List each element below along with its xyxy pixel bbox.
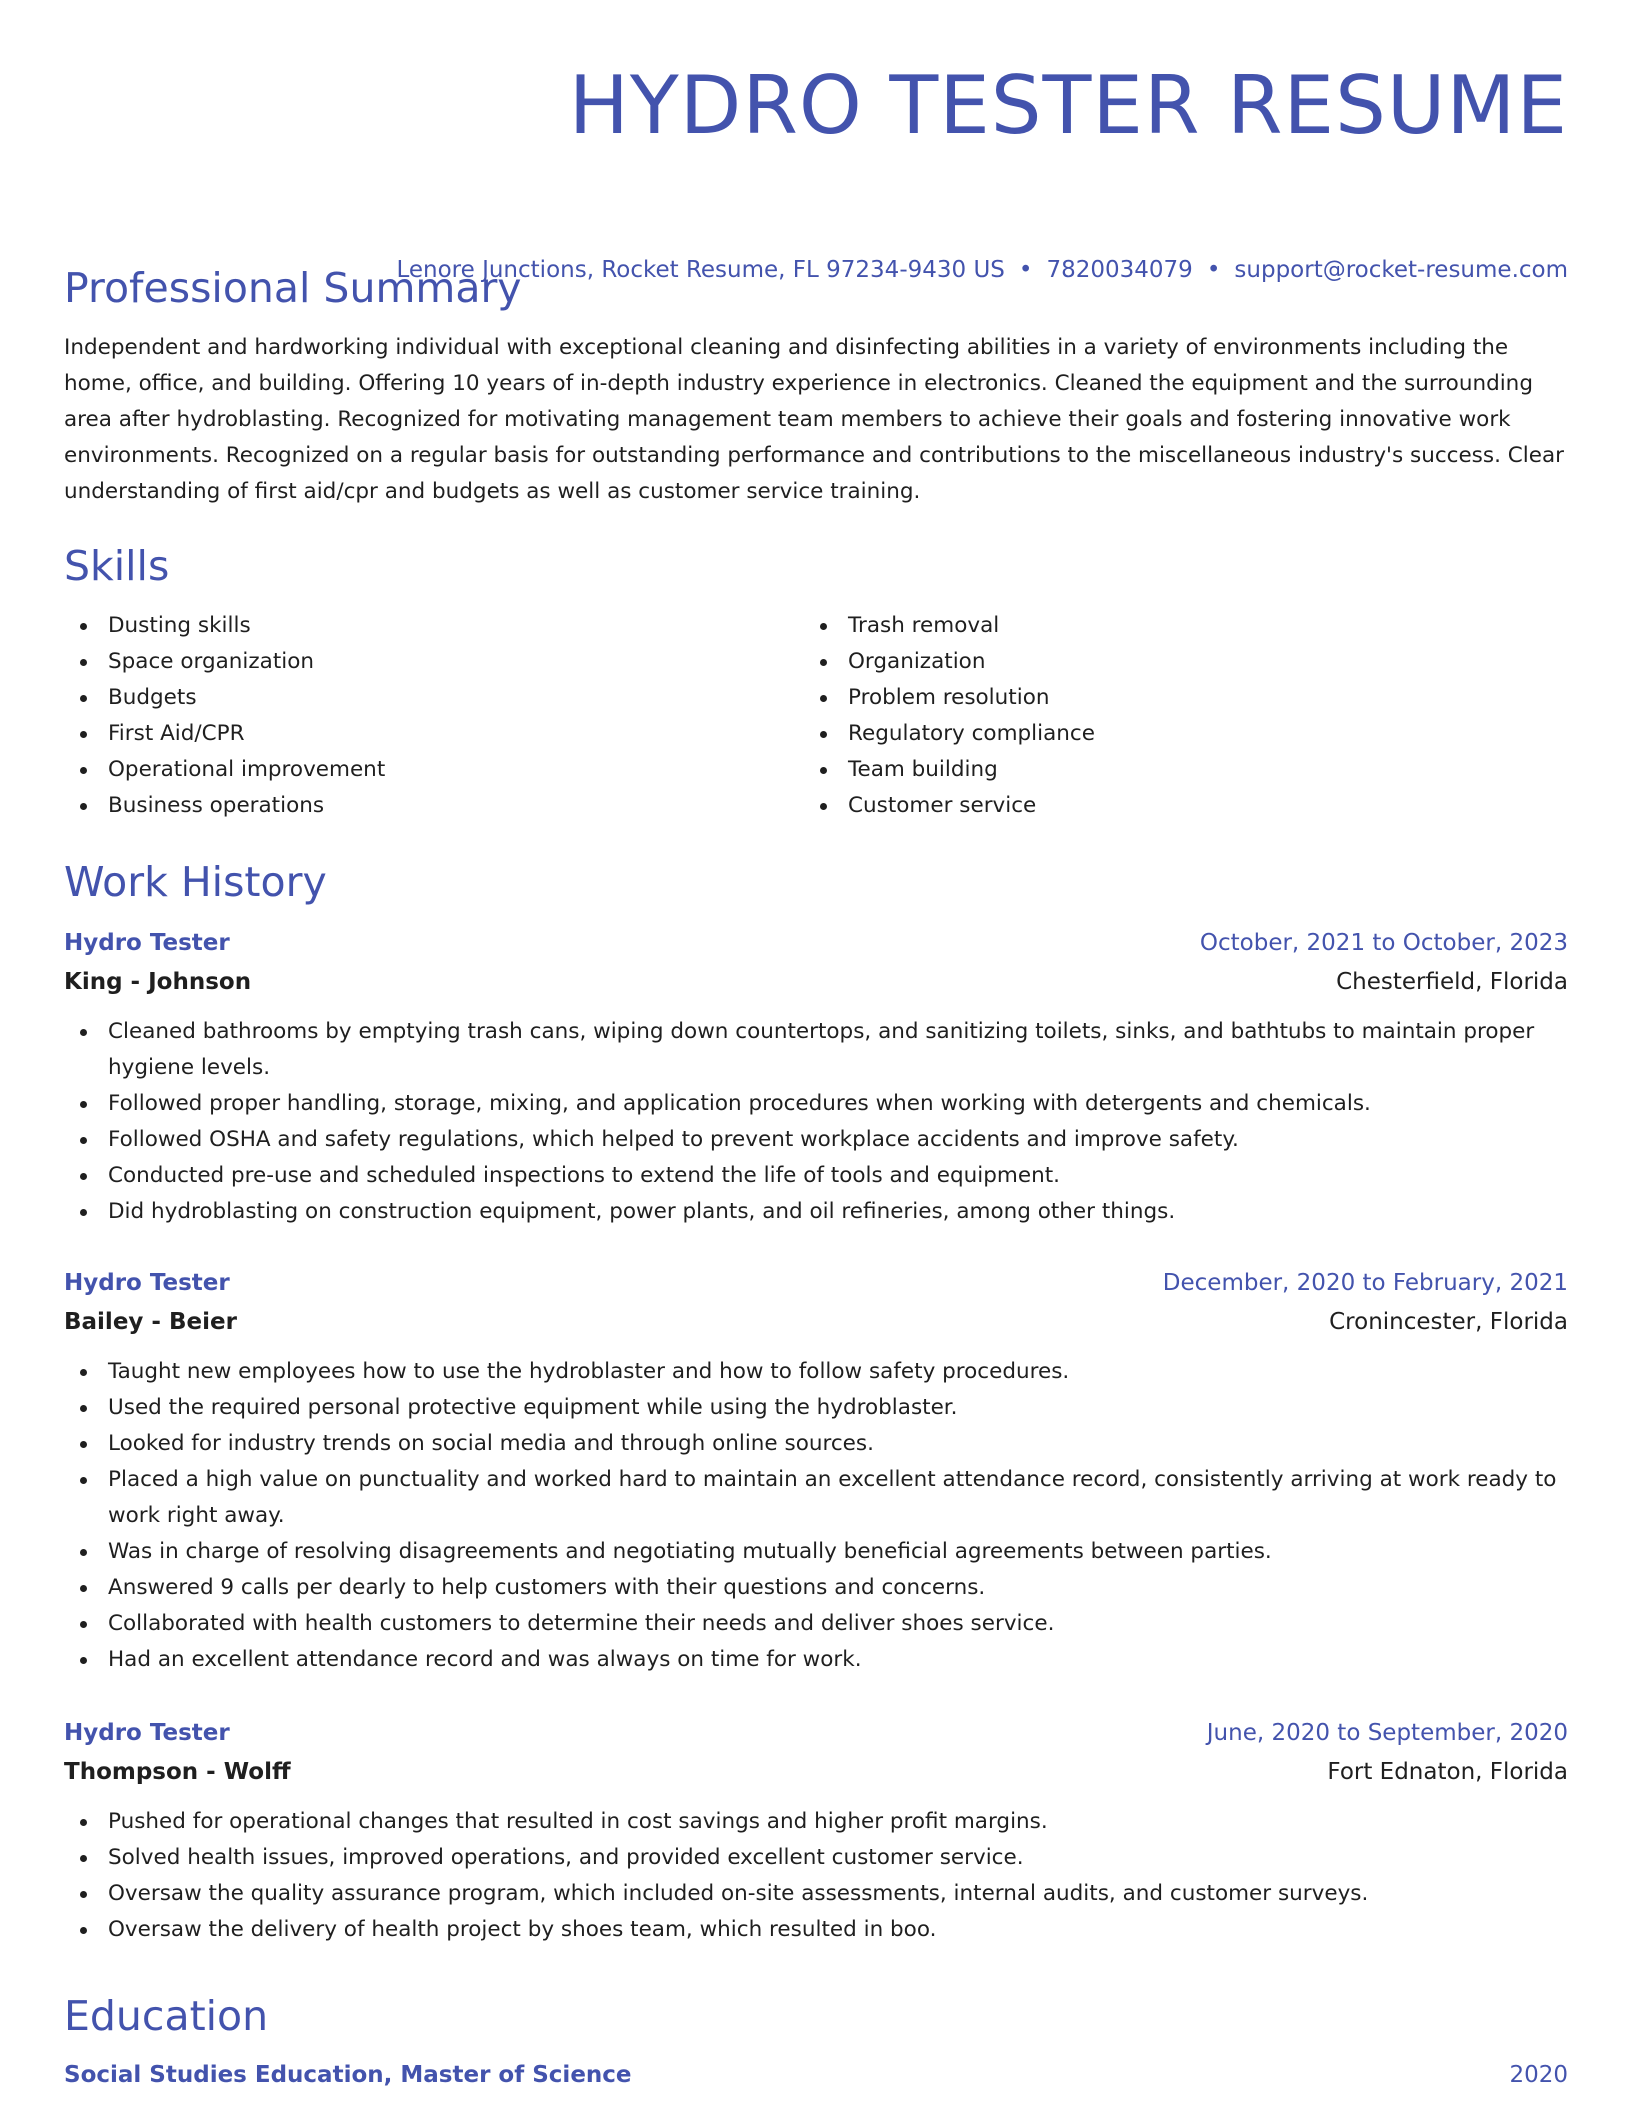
job-title: Hydro Tester	[64, 1720, 230, 1746]
job-bullet: Oversaw the quality assurance program, which included on-site assessments, internal audits, and customer surveys.	[64, 1876, 1568, 1912]
job-bullet: Pushed for operational changes that resulted in cost savings and higher profit margins.	[64, 1804, 1568, 1840]
job-location: Fort Ednaton, Florida	[1327, 1759, 1568, 1785]
skills-list	[64, 608, 1568, 824]
job-bullet: Answered 9 calls per dearly to help customers with their questions and concerns.	[64, 1570, 1568, 1606]
summary-text: Independent and hardworking individual with exceptional cleaning and disinfecting abilities in a variety of environments including the home, office, and building. Offering 10 years of in-depth industry experience in electronics. Cleaned the equipment and the surrounding area after hydroblasting. Recognized for motivating management team members to achieve their goals and fostering innovative work environments. Recognized on a regular basis for outstanding performance and contributions to the miscellaneous industry's success. Clear understanding of first aid/cpr and budgets as well as customer service training.	[64, 335, 1564, 504]
job-subheader	[64, 1752, 1568, 1792]
skill-item: First Aid/CPR	[64, 716, 804, 752]
summary-heading: Professional Summary	[64, 264, 522, 312]
skills-column-left	[64, 608, 804, 824]
skill-item: Business operations	[64, 788, 804, 824]
skill-item: Dusting skills	[64, 608, 804, 644]
skills-column-right	[804, 608, 1544, 824]
job-dates: June, 2020 to September, 2020	[1206, 1720, 1568, 1746]
skill-item: Regulatory compliance	[804, 716, 1544, 752]
job-bullets	[64, 1014, 1568, 1230]
job-entry	[64, 1264, 1568, 1678]
job-bullet: Had an excellent attendance record and was always on time for work.	[64, 1642, 1568, 1678]
job-header	[64, 924, 1568, 962]
skill-item: Team building	[804, 752, 1544, 788]
job-bullet: Looked for industry trends on social media and through online sources.	[64, 1426, 1568, 1462]
job-location: Cronincester, Florida	[1329, 1309, 1568, 1335]
education-entry	[64, 2056, 1568, 2094]
skill-item: Operational improvement	[64, 752, 804, 788]
contact-separator: •	[1018, 257, 1033, 283]
job-bullet: Did hydroblasting on construction equipment, power plants, and oil refineries, among other things.	[64, 1194, 1568, 1230]
job-bullet: Followed proper handling, storage, mixing, and application procedures when working with detergents and chemicals.	[64, 1086, 1568, 1122]
job-company: Bailey - Beier	[64, 1309, 237, 1335]
skill-item: Customer service	[804, 788, 1544, 824]
contact-email[interactable]: support@rocket-resume.com	[1234, 257, 1568, 283]
job-entry	[64, 924, 1568, 1230]
skill-item: Space organization	[64, 644, 804, 680]
job-bullet: Followed OSHA and safety regulations, which helped to prevent workplace accidents and improve safety.	[64, 1122, 1568, 1158]
job-location: Chesterfield, Florida	[1336, 969, 1568, 995]
job-bullet: Cleaned bathrooms by emptying trash cans, wiping down countertops, and sanitizing toilets, sinks, and bathtubs to maintain proper hygiene levels.	[64, 1014, 1568, 1086]
job-dates: December, 2020 to February, 2021	[1162, 1270, 1568, 1296]
job-bullet: Placed a high value on punctuality and worked hard to maintain an excellent attendance record, consistently arriving at work ready to work right away.	[64, 1462, 1568, 1534]
job-bullet: Taught new employees how to use the hydroblaster and how to follow safety procedures.	[64, 1354, 1568, 1390]
education-heading: Education	[64, 1992, 269, 2040]
resume-title: HYDRO TESTER RESUME	[568, 59, 1568, 152]
job-bullet: Used the required personal protective equipment while using the hydroblaster.	[64, 1390, 1568, 1426]
job-bullets	[64, 1354, 1568, 1678]
job-subheader	[64, 962, 1568, 1002]
job-bullet: Was in charge of resolving disagreements and negotiating mutually beneficial agreements between parties.	[64, 1534, 1568, 1570]
job-bullet: Collaborated with health customers to determine their needs and deliver shoes service.	[64, 1606, 1568, 1642]
contact-address: Lenore Junctions, Rocket Resume, FL 97234-9430 US	[396, 257, 1005, 283]
job-bullet: Conducted pre-use and scheduled inspections to extend the life of tools and equipment.	[64, 1158, 1568, 1194]
skill-item: Trash removal	[804, 608, 1544, 644]
job-entry	[64, 1714, 1568, 1948]
education-degree: Social Studies Education, Master of Science	[64, 2062, 632, 2088]
job-subheader	[64, 1302, 1568, 1342]
job-bullets	[64, 1804, 1568, 1948]
job-title: Hydro Tester	[64, 1270, 230, 1296]
job-company: Thompson - Wolff	[64, 1759, 291, 1785]
job-bullet: Solved health issues, improved operations, and provided excellent customer service.	[64, 1840, 1568, 1876]
job-title: Hydro Tester	[64, 930, 230, 956]
job-dates: October, 2021 to October, 2023	[1199, 930, 1568, 956]
skill-item: Budgets	[64, 680, 804, 716]
work-heading: Work History	[64, 858, 327, 906]
job-header	[64, 1264, 1568, 1302]
job-bullet: Oversaw the delivery of health project by shoes team, which resulted in boo.	[64, 1912, 1568, 1948]
contact-separator: •	[1206, 257, 1221, 283]
job-header	[64, 1714, 1568, 1752]
skill-item: Organization	[804, 644, 1544, 680]
contact-phone: 7820034079	[1046, 257, 1193, 283]
job-company: King - Johnson	[64, 969, 252, 995]
skill-item: Problem resolution	[804, 680, 1544, 716]
skills-heading: Skills	[64, 542, 170, 590]
education-year: 2020	[1509, 2062, 1568, 2088]
